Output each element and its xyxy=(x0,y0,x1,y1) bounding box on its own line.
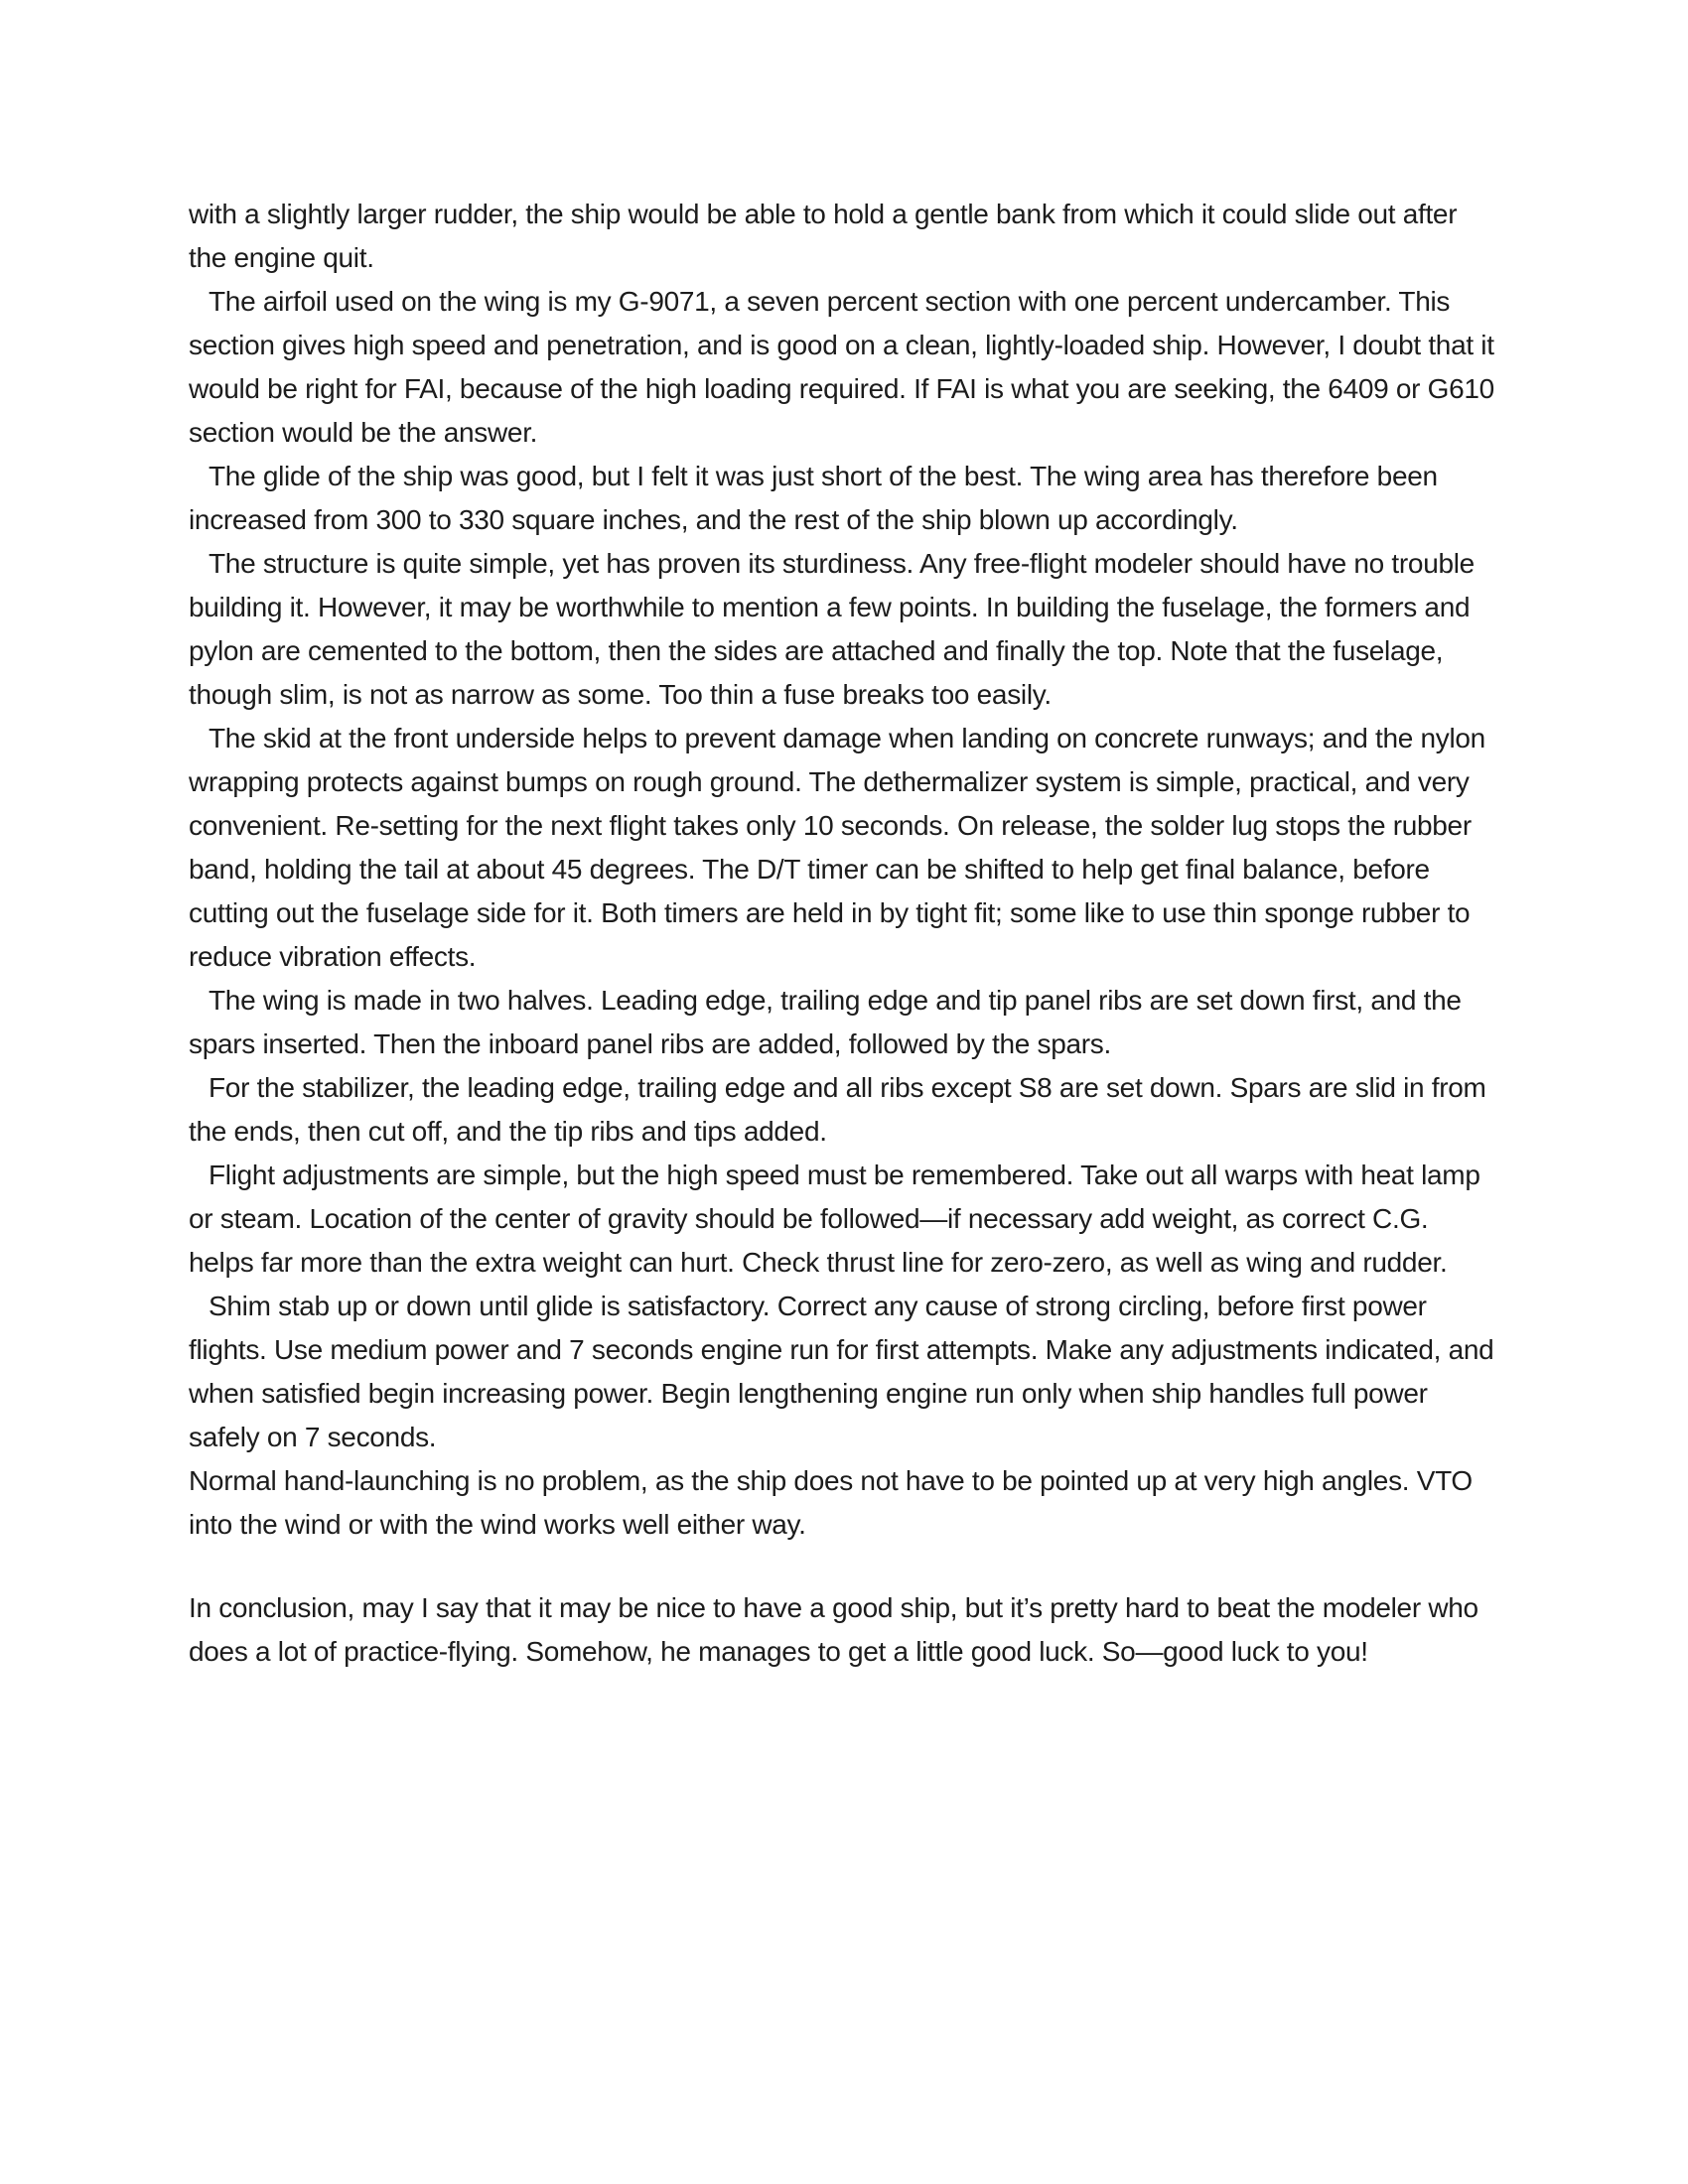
paragraph: For the stabilizer, the leading edge, trailing edge and all ribs except S8 are set down. Spars are slid in from the ends, then cut off, and the tip ribs and tips added. xyxy=(189,1072,1486,1147)
paragraph: Normal hand-launching is no problem, as the ship does not have to be pointed up at very high angles. VTO into the wind or with the wind works well either way. xyxy=(189,1465,1473,1540)
paragraph: with a slightly larger rudder, the ship would be able to hold a gentle bank from which it could slide out after the engine quit. xyxy=(189,199,1458,273)
paragraph: Shim stab up or down until glide is satisfactory. Correct any cause of strong circling, before first power flights. Use medium power and 7 seconds engine run for first attempts. Make any adjustments indicated, and when satisfied begin increasing power. Begin lengthening engine run only when ship handles full power safely on 7 seconds. xyxy=(189,1291,1494,1452)
paragraph: The skid at the front underside helps to prevent damage when landing on concrete runways; and the nylon wrapping protects against bumps on rough ground. The dethermalizer system is simple, practical, and very convenient. Re-setting for the next flight takes only 10 seconds. On release, the solder lug stops the rubber band, holding the tail at about 45 degrees. The D/T timer can be shifted to help get final balance, before cutting out the fuselage side for it. Both timers are held in by tight fit; some like to use thin sponge rubber to reduce vibration effects. xyxy=(189,723,1485,972)
paragraph: The glide of the ship was good, but I felt it was just short of the best. The wing area has therefore been increased from 300 to 330 square inches, and the rest of the ship blown up accordingly. xyxy=(189,461,1438,535)
paragraph: Flight adjustments are simple, but the high speed must be remembered. Take out all warps with heat lamp or steam. Location of the center of gravity should be followed—if necessary add weight, as correct C.G. helps far more than the extra weight can hurt. Check thrust line for zero-zero, as well as wing and rudder. xyxy=(189,1160,1480,1278)
paragraph: The structure is quite simple, yet has proven its sturdiness. Any free-flight modeler should have no trouble building it. However, it may be worthwhile to mention a few points. In building the fuselage, the formers and pylon are cemented to the bottom, then the sides are attached and finally the top. Note that the fuselage, though slim, is not as narrow as some. Too thin a fuse breaks too easily. xyxy=(189,548,1475,710)
paragraph: In conclusion, may I say that it may be nice to have a good ship, but it’s pretty hard to beat the modeler who does a lot of practice-flying. Somehow, he manages to get a little good luck. So—good luck to you! xyxy=(189,1592,1478,1667)
document-body xyxy=(189,193,1497,1674)
paragraph: The airfoil used on the wing is my G-9071, a seven percent section with one percent undercamber. This section gives high speed and penetration, and is good on a clean, lightly-loaded ship. However, I doubt that it would be right for FAI, because of the high loading required. If FAI is what you are seeking, the 6409 or G610 section would be the answer. xyxy=(189,286,1494,448)
paragraph: The wing is made in two halves. Leading edge, trailing edge and tip panel ribs are set down first, and the spars inserted. Then the inboard panel ribs are added, followed by the spars. xyxy=(189,985,1462,1059)
